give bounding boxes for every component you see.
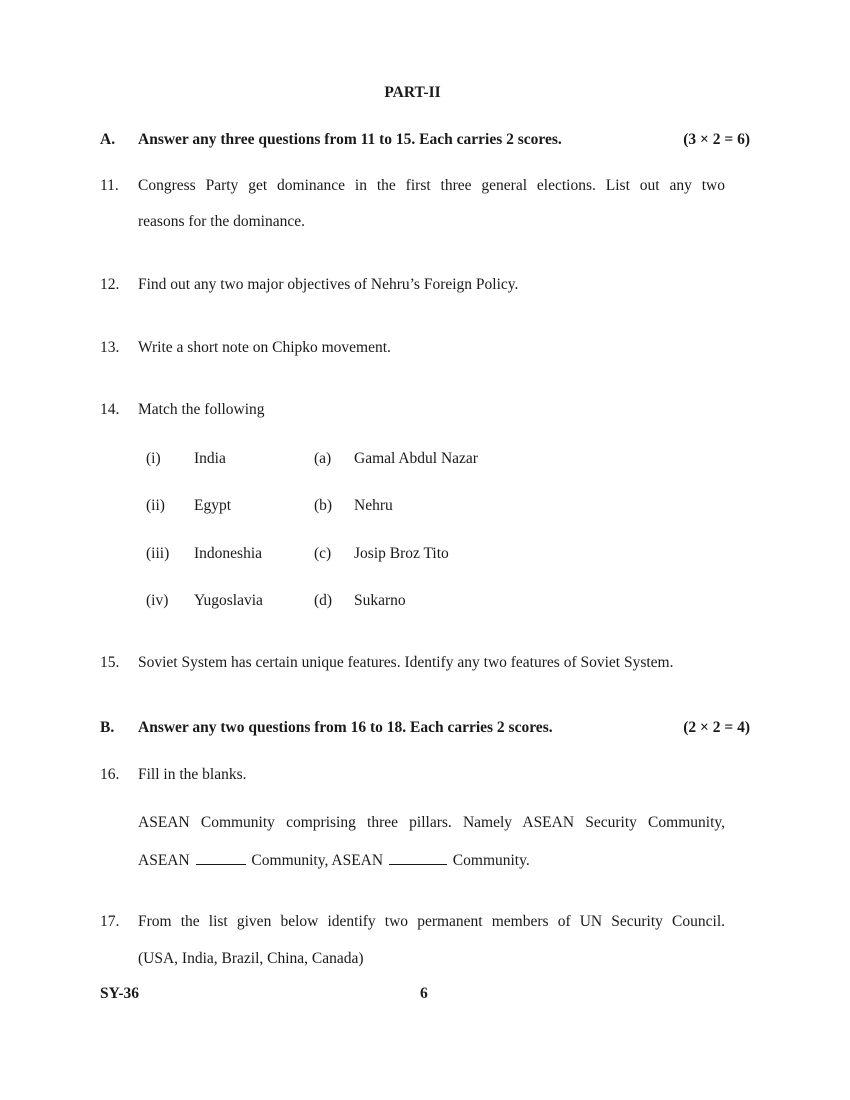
question-text: Soviet System has certain unique features. Identify any two features of Soviet System.	[138, 654, 674, 671]
question-number: 17.	[100, 913, 120, 930]
question-number: 11.	[100, 177, 119, 194]
page-number: 6	[420, 985, 428, 1002]
question-text: Fill in the blanks.	[138, 766, 247, 783]
question-number: 15.	[100, 654, 120, 671]
match-letter: (b)	[314, 497, 333, 514]
question-text: Write a short note on Chipko movement.	[138, 339, 391, 356]
section-a-letter: A.	[100, 131, 116, 148]
fill-text: ASEAN	[138, 852, 190, 869]
question-text: reasons for the dominance.	[138, 213, 305, 230]
match-leader: Josip Broz Tito	[354, 545, 449, 562]
match-letter: (d)	[314, 592, 333, 609]
question-number: 12.	[100, 276, 120, 293]
question-text: Congress Party get dominance in the first three general elections. List out any two	[138, 177, 725, 194]
match-country: Egypt	[194, 497, 232, 514]
section-b-instruction: Answer any two questions from 16 to 18. Each carries 2 scores.	[138, 719, 553, 736]
section-b-letter: B.	[100, 719, 115, 736]
match-country: Yugoslavia	[194, 592, 263, 609]
section-a-instruction: Answer any three questions from 11 to 15. Each carries 2 scores.	[138, 131, 562, 148]
blank-line	[389, 850, 447, 865]
question-number: 13.	[100, 339, 120, 356]
question-text: Match the following	[138, 401, 265, 418]
match-leader: Sukarno	[354, 592, 406, 609]
question-text: ASEAN Community comprising three pillars. Namely ASEAN Security Community,	[138, 814, 725, 831]
match-roman: (iii)	[146, 545, 170, 562]
question-text: (USA, India, Brazil, China, Canada)	[138, 950, 364, 967]
blank-line	[196, 850, 246, 865]
match-letter: (c)	[314, 545, 332, 562]
question-text: Find out any two major objectives of Nehru’s Foreign Policy.	[138, 276, 519, 293]
fill-text: Community, ASEAN	[251, 852, 384, 869]
section-a-marks: (3 × 2 = 6)	[683, 131, 750, 148]
match-roman: (ii)	[146, 497, 165, 514]
match-country: India	[194, 450, 226, 467]
question-number: 16.	[100, 766, 120, 783]
fill-text: Community.	[452, 852, 530, 869]
fill-blank-line	[138, 850, 530, 870]
match-letter: (a)	[314, 450, 332, 467]
match-leader: Gamal Abdul Nazar	[354, 450, 478, 467]
match-country: Indoneshia	[194, 545, 263, 562]
question-number: 14.	[100, 401, 120, 418]
footer-code: SY-36	[100, 985, 140, 1002]
section-b-marks: (2 × 2 = 4)	[683, 719, 750, 736]
question-text: From the list given below identify two permanent members of UN Security Council.	[138, 913, 725, 930]
match-leader: Nehru	[354, 497, 393, 514]
match-roman: (i)	[146, 450, 161, 467]
match-roman: (iv)	[146, 592, 169, 609]
part-title: PART-II	[384, 84, 441, 101]
